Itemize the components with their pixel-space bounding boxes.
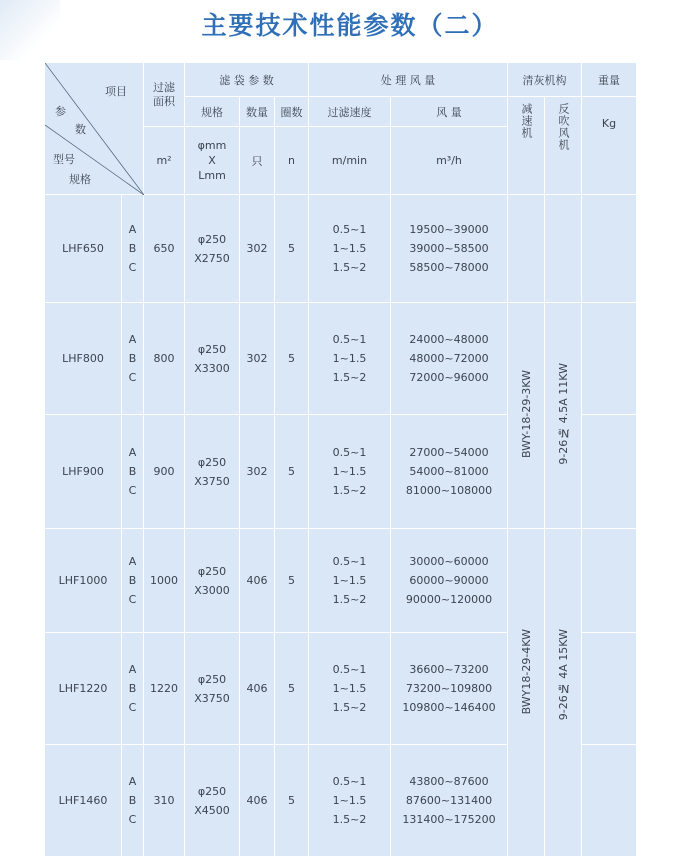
bag-qty-cell: 406: [240, 633, 275, 745]
bag-spec-cell: φ250 X4500: [185, 745, 240, 857]
weight-cell: [582, 633, 637, 745]
bag-rings-header: 圈数: [275, 97, 309, 127]
weight-unit-cell: Kg: [582, 97, 637, 195]
speed-cell: 0.5~1 1~1.5 1.5~2: [309, 303, 391, 415]
bag-rings-cell: 5: [275, 195, 309, 303]
bag-qty-unit: 只: [240, 127, 275, 195]
filter-area-unit: m²: [144, 127, 185, 195]
blower-group-2-cell: 9-26№ 4A 15KW: [545, 529, 582, 857]
bag-spec-cell: φ250 X3000: [185, 529, 240, 633]
bag-spec-unit: φmm X Lmm: [185, 127, 240, 195]
reducer-group-1-cell: BWY-18-29-3KW: [508, 303, 545, 529]
table-row: [45, 529, 637, 633]
corner-item-label: 项目: [105, 85, 127, 98]
bag-spec-header: 规格: [185, 97, 240, 127]
air-volume-cell: 19500~39000 39000~58500 58500~78000: [391, 195, 508, 303]
area-cell: 1000: [144, 529, 185, 633]
cleaning-header: 清灰机构: [508, 63, 582, 97]
model-cell: LHF1220: [45, 633, 122, 745]
bag-spec-cell: φ250 X3750: [185, 415, 240, 529]
abc-cell: A B C: [122, 195, 144, 303]
bag-qty-cell: 302: [240, 195, 275, 303]
blower-group-1-cell: 9-26№ 4.5A 11KW: [545, 303, 582, 529]
filter-speed-unit: m/min: [309, 127, 391, 195]
airflow-header: 处 理 风 量: [309, 63, 508, 97]
bag-qty-cell: 302: [240, 415, 275, 529]
bag-qty-header: 数量: [240, 97, 275, 127]
model-cell: LHF800: [45, 303, 122, 415]
corner-model-label: 型号: [53, 153, 75, 166]
speed-cell: 0.5~1 1~1.5 1.5~2: [309, 529, 391, 633]
area-cell: 800: [144, 303, 185, 415]
filter-speed-header: 过滤速度: [309, 97, 391, 127]
speed-cell: 0.5~1 1~1.5 1.5~2: [309, 633, 391, 745]
weight-cell: [582, 195, 637, 303]
spec-table: [44, 62, 637, 857]
bag-spec-cell: φ250 X3300: [185, 303, 240, 415]
model-cell: LHF650: [45, 195, 122, 303]
corner-param-label-1: 参: [55, 105, 66, 118]
filter-area-header: 过滤面积: [144, 63, 185, 127]
model-cell: LHF900: [45, 415, 122, 529]
page-title: 主要技术性能参数（二）: [201, 11, 499, 40]
blower-cell-empty: [545, 195, 582, 303]
abc-cell: A B C: [122, 529, 144, 633]
bag-spec-cell: φ250 X3750: [185, 633, 240, 745]
bag-qty-cell: 302: [240, 303, 275, 415]
abc-cell: A B C: [122, 415, 144, 529]
speed-cell: 0.5~1 1~1.5 1.5~2: [309, 415, 391, 529]
corner-header: [45, 63, 144, 195]
bag-rings-cell: 5: [275, 633, 309, 745]
model-cell: LHF1460: [45, 745, 122, 857]
header-row-1: [45, 63, 637, 97]
abc-cell: A B C: [122, 745, 144, 857]
air-volume-cell: 36600~73200 73200~109800 109800~146400: [391, 633, 508, 745]
table-row: [45, 303, 637, 415]
area-cell: 900: [144, 415, 185, 529]
bag-params-header: 滤 袋 参 数: [185, 63, 309, 97]
area-cell: 650: [144, 195, 185, 303]
bag-qty-cell: 406: [240, 745, 275, 857]
air-volume-unit: m³/h: [391, 127, 508, 195]
blower-header: 反吹风机: [545, 97, 582, 195]
abc-cell: A B C: [122, 633, 144, 745]
reducer-group-2-cell: BWY18-29-4KW: [508, 529, 545, 857]
air-volume-cell: 24000~48000 48000~72000 72000~96000: [391, 303, 508, 415]
air-volume-cell: 27000~54000 54000~81000 81000~108000: [391, 415, 508, 529]
bag-rings-unit: n: [275, 127, 309, 195]
area-cell: 1220: [144, 633, 185, 745]
air-volume-header: 风 量: [391, 97, 508, 127]
air-volume-cell: 43800~87600 87600~131400 131400~175200: [391, 745, 508, 857]
weight-cell: [582, 415, 637, 529]
bag-rings-cell: 5: [275, 745, 309, 857]
bag-rings-cell: 5: [275, 415, 309, 529]
corner-param-label-2: 数: [75, 123, 86, 136]
corner-diagonals: [45, 63, 144, 195]
bag-qty-cell: 406: [240, 529, 275, 633]
air-volume-cell: 30000~60000 60000~90000 90000~120000: [391, 529, 508, 633]
weight-cell: [582, 303, 637, 415]
bag-spec-cell: φ250 X2750: [185, 195, 240, 303]
model-cell: LHF1000: [45, 529, 122, 633]
weight-header: 重量: [582, 63, 637, 97]
bag-rings-cell: 5: [275, 303, 309, 415]
reducer-cell-empty: [508, 195, 545, 303]
area-cell: 310: [144, 745, 185, 857]
bag-rings-cell: 5: [275, 529, 309, 633]
reducer-header: 减速机: [508, 97, 545, 195]
table-row: [45, 195, 637, 303]
weight-cell: [582, 745, 637, 857]
abc-cell: A B C: [122, 303, 144, 415]
corner-spec-label: 规格: [69, 173, 91, 186]
speed-cell: 0.5~1 1~1.5 1.5~2: [309, 195, 391, 303]
weight-cell: [582, 529, 637, 633]
speed-cell: 0.5~1 1~1.5 1.5~2: [309, 745, 391, 857]
